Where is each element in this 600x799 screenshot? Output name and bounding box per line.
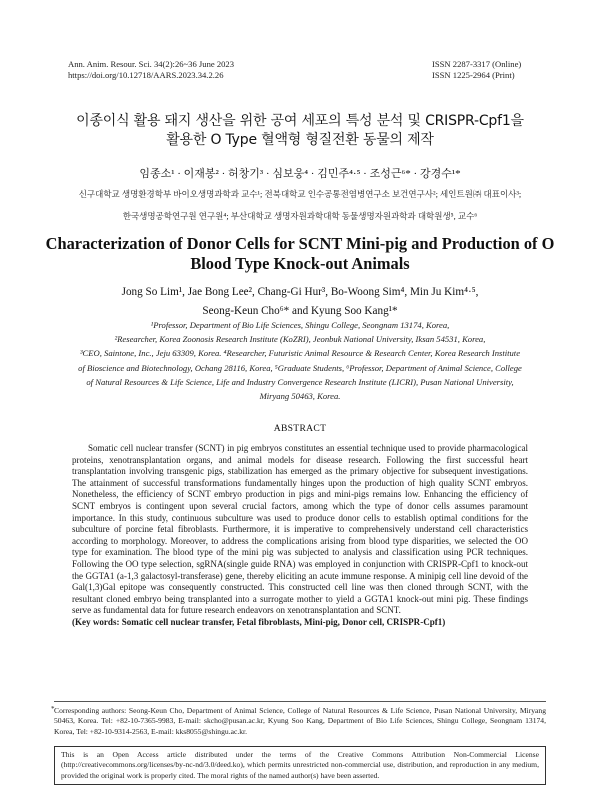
english-affiliation-line: of Bioscience and Biotechnology, Ochang 28116, Korea, ⁵Graduate Students, ⁶Professor, Department of Animal Science, College [78,362,522,373]
korean-title-line: 이종이식 활용 돼지 생산을 위한 공여 세포의 특성 분석 및 CRISPR-Cpf1을 [76,113,524,129]
korean-affiliation-line: 신구대학교 생명환경학부 바이오생명과학과 교수¹; 전북대학교 인수공통전염병연구소 보건연구사²; 세인트원㈜ 대표이사³; [78,189,522,199]
english-affiliation-line: ²Researcher, Korea Zoonosis Research Institute (KoZRI), Jeonbuk National University, Iksan 54531, Korea, [114,334,486,345]
korean-authors: 임종소¹ · 이재봉² · 허창기³ · 심보웅⁴ · 김민주⁴·⁵ · 조성근⁶* · 강경수¹* [139,168,461,180]
abstract-section [72,443,528,629]
journal-citation: Ann. Anim. Resour. Sci. 34(2):26~36 June 2023 [68,59,235,69]
korean-title [0,112,600,150]
korean-affiliation-line: 한국생명공학연구원 연구원⁴; 부산대학교 생명자원과학대학 동물생명자원과학과 대학원생⁵, 교수⁶ [122,211,478,221]
english-authors [0,283,600,321]
doi-link[interactable]: https://doi.org/10.12718/AARS.2023.34.2.26 [68,69,224,80]
english-affiliation-line: Miryang 50463, Korea. [259,391,341,402]
issn-print: ISSN 1225-2964 (Print) [432,69,515,80]
abstract-body: Somatic cell nuclear transfer (SCNT) in pig embryos constitutes an essential technique used to provide pharmacological proteins, xenotransplantation organs, and animal models for disease research. Following the first successful heart transplantation involving transgenic pigs, stabilization has emerged as the primary objective for subsequent investigations. The attainment of successful transformations fundamentally hinges upon the production of high quality SCNT embryos. Nonetheless, the efficiency of SCNT embryo production in pigs and mini-pigs remains low. Enhancing the efficiency of SCNT embryos is contingent upon several crucial factors, among which the type of donor cells assumes paramount importance. In this study, continuous subculture was used to produce donor cells to establish optimal conditions for the subculture of porcine fetal fibroblasts. Furthermore, it is imperative to comprehensively understand cell characteristics according to morphology. Moreover, to address the complications arising from blood type disparities, we selected the OO type for examination. The blood type of the mini pig was subjected to analysis and classification using PCR techniques. Following the OO type selection, sgRNA(single guide RNA) was employed in conjunction with CRISPR-Cpf1 to knock-out the GGTA1 (a-1,3 galactosyl-transferase) gene, thereby eliciting an acute immune response. A minipig cell line devoid of the Gal(1,3)Gal epitope was consequently constructed. This constructed cell line was then cloned through SCNT, with the resultant cloned embryo being transplanted into a surrogate mother to yield a GGTA1 knock-out mini pig. These findings serve as fundamental data for future research endeavors on xenotransplantation and SCNT. [72,443,528,616]
keywords: (Key words: Somatic cell nuclear transfer, Fetal fibroblasts, Mini-pig, Donor cell, CRISPR-Cpf1) [72,616,446,627]
english-title-line: Blood Type Knock-out Animals [190,254,410,273]
english-affiliation-line: ¹Professor, Department of Bio Life Sciences, Shingu College, Seongnam 13174, Korea, [150,320,450,330]
english-affiliation-line: ³CEO, Saintone, Inc., Jeju 63309, Korea. ⁴Researcher, Futuristic Animal Resource & Research Center, Korea Research Institute [79,348,521,359]
english-affiliation-line: of Natural Resources & Life Science, Life and Industry Convergence Research Institute (LICRI), Pusan National University, [86,376,514,387]
corresponding-authors-note [51,705,546,737]
footnote-divider [54,701,546,702]
issn-online: ISSN 2287-3317 (Online) [432,59,522,69]
abstract-heading: ABSTRACT [273,423,327,434]
english-affiliations [40,318,560,403]
corresponding-authors-text: Corresponding authors: Seong-Keun Cho, Department of Animal Science, College of Natural Resources & Life Science, Pusan National University, Miryang 50463, Korea. Tel: +82-10-7365-9983, E-mail: skcho@pusan.ac.kr, Kyung Soo Kang, Department of Bio Life Sciences, Shingu College, Seongnam 13174, Korea, Tel: +82-10-9314-2563, E-mail: kks8055@shingu.ac.kr. [54,706,546,736]
english-authors-line: Jong So Lim¹, Jae Bong Lee², Chang-Gi Hur³, Bo-Woong Sim⁴, Min Ju Kim⁴·⁵, [121,286,479,298]
journal-header [68,59,234,80]
license-text: This is an Open Access article distributed under the terms of the Creative Commons Attribution Non-Commercial License (http://creativecommons.org/licenses/by-nc-nd/3.0/deed.ko), which permits unrestricted non-commercial use, distribution, and reproduction in any medium, provided the original work is properly cited. The moral rights of the named author(s) have been asserted. [61,750,539,780]
english-title [0,234,600,274]
english-authors-line: Seong-Keun Cho⁶* and Kyung Soo Kang¹* [202,305,398,317]
english-title-line: Characterization of Donor Cells for SCNT Mini-pig and Production of O [45,234,555,253]
footnote-marker: * [51,705,55,713]
korean-affiliations [0,183,600,227]
korean-title-line: 활용한 O Type 혈액형 형질전환 동물의 제작 [166,132,434,148]
issn-block [432,59,521,80]
open-access-license-box [54,746,546,785]
